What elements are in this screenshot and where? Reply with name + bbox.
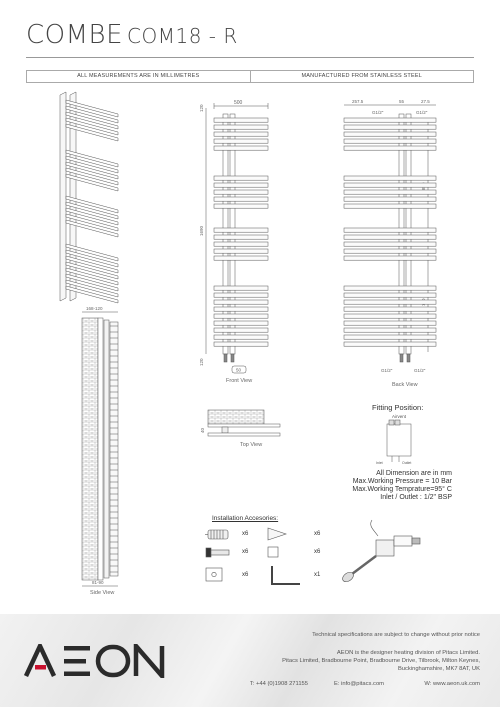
back-bar (344, 197, 436, 201)
front-bar (214, 293, 268, 297)
front-dim-top: 120 (199, 104, 204, 112)
back-bar (344, 146, 436, 150)
footer-email: E: info@pitacs.com (333, 681, 384, 687)
front-bar (214, 249, 268, 253)
side-dim-bottom: 81-90 (92, 580, 104, 585)
top-view (200, 410, 280, 436)
back-bar (344, 321, 436, 325)
spec-line-3: Max.Working Temprature=95° C (352, 486, 452, 493)
back-bar (344, 242, 436, 246)
footer-phone: T: +44 (0)1908 271155 (249, 681, 308, 687)
back-bar (344, 328, 436, 332)
qty-key: x1 (314, 572, 321, 578)
material-note: MANUFACTURED FROM STAINLESS STEEL (250, 71, 474, 82)
back-dim-left: 257.5 (352, 99, 364, 104)
fitting-diagram (376, 414, 411, 465)
back-bar (344, 125, 436, 129)
front-dim-bottom: 120 (199, 358, 204, 366)
fitting-inlet: Inlet (376, 461, 383, 465)
back-bar (344, 132, 436, 136)
measurement-note: ALL MEASUREMENTS ARE IN MILLIMETRES (77, 73, 200, 79)
fitting-title: Fitting Position: (372, 403, 424, 412)
front-bar (214, 190, 268, 194)
back-bar (344, 176, 436, 180)
front-bar (214, 183, 268, 187)
front-view-caption: Front View (226, 378, 253, 384)
back-b-right: G1/2" (414, 368, 426, 373)
back-bar (344, 286, 436, 290)
footer-line-1: AEON is the designer heating division of Pitacs Limited. (336, 650, 480, 656)
front-dim-height: 1690 (199, 225, 204, 236)
front-bar (214, 228, 268, 232)
footer-line-3: Buckinghamshire, MK7 8AT, UK (397, 666, 480, 672)
qty-washer: x6 (242, 572, 249, 578)
front-bar (214, 300, 268, 304)
back-bar (344, 139, 436, 143)
installation-title: Installation Accesories: (212, 515, 279, 522)
back-bar (344, 256, 436, 260)
footer-web[interactable]: W: www.aeon.uk.com (424, 681, 480, 687)
front-bar (214, 139, 268, 143)
iso-view (60, 92, 118, 303)
back-bar (344, 307, 436, 311)
front-bar (214, 328, 268, 332)
front-bar (214, 335, 268, 339)
back-bar (344, 235, 436, 239)
qty-wallplug: x6 (242, 531, 249, 537)
spec-line-1: All Dimension are in mm (376, 470, 452, 477)
back-bar (344, 118, 436, 122)
back-bar (344, 293, 436, 297)
title-main: COMBE (26, 20, 124, 50)
qty-screw: x6 (242, 549, 249, 555)
back-view-caption: Back View (392, 382, 418, 388)
accessory-icons (205, 520, 420, 584)
back-g-left: G1/2" (372, 110, 384, 115)
back-bar (344, 342, 436, 346)
spec-line-2: Max.Working Pressure = 10 Bar (352, 478, 452, 485)
title-model: COM18 - R (127, 24, 238, 48)
front-bar (214, 242, 268, 246)
back-bar (344, 204, 436, 208)
front-bar (214, 146, 268, 150)
front-bar (214, 197, 268, 201)
back-view (344, 99, 436, 373)
back-bar (344, 228, 436, 232)
front-dim-width: 500 (234, 100, 243, 106)
front-bar (214, 256, 268, 260)
front-view (199, 100, 268, 373)
top-dim-depth: 40 (200, 427, 205, 433)
back-bar (344, 300, 436, 304)
footer-disclaimer: Technical specifications are subject to change without prior notice (312, 632, 480, 638)
aeon-logo (24, 644, 174, 678)
qty-anchor: x6 (314, 531, 321, 537)
top-view-caption: Top View (240, 442, 263, 448)
front-bar (214, 342, 268, 346)
back-bar (344, 335, 436, 339)
front-bar (214, 286, 268, 290)
front-bar (214, 204, 268, 208)
back-bar (344, 190, 436, 194)
fitting-outlet: Outlet (402, 461, 412, 465)
front-bar (214, 307, 268, 311)
side-dim-top: 168-120 (86, 306, 103, 311)
side-view (82, 306, 118, 586)
back-bar (344, 249, 436, 253)
spec-line-4: Inlet / Outlet : 1/2" BSP (380, 494, 452, 501)
qty-cap: x6 (314, 549, 321, 555)
front-bar (214, 235, 268, 239)
front-bar (214, 314, 268, 318)
back-dim-right: 27.5 (421, 99, 430, 104)
back-b-left: G1/2" (381, 368, 393, 373)
back-dim-mid: 55 (399, 99, 405, 104)
footer-line-2: Pitacs Limited, Bradbourne Point, Bradbourne Drive, Tilbrook, Milton Keynes, (282, 658, 480, 664)
front-bar (214, 321, 268, 325)
front-bar (214, 176, 268, 180)
front-bar (214, 132, 268, 136)
back-g-right: G1/2" (416, 110, 428, 115)
back-bar (344, 183, 436, 187)
back-bar (344, 314, 436, 318)
side-view-caption: Side View (90, 590, 115, 596)
front-bar (214, 118, 268, 122)
front-bar (214, 125, 268, 129)
front-dim-pipe: 50 (236, 367, 242, 373)
fitting-airvent: Airvent (392, 414, 407, 419)
